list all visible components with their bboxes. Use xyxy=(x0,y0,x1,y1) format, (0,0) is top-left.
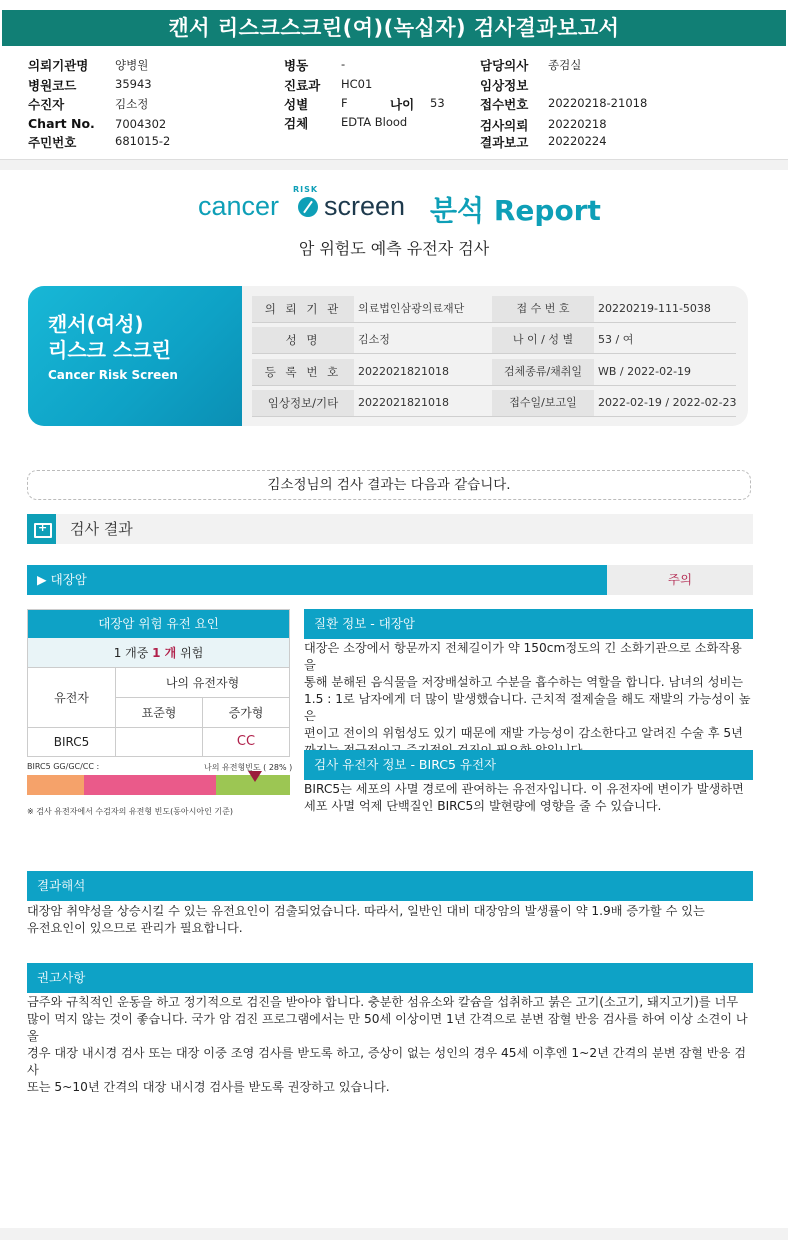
genotype-frequency-bar xyxy=(27,775,290,795)
table-header: 대장암 위험 유전 요인 xyxy=(28,610,289,638)
card-row xyxy=(252,327,736,354)
card-row xyxy=(252,296,736,323)
row-key: 접수일/보고일 xyxy=(492,390,594,416)
row-key: 성 명 xyxy=(252,327,354,353)
text-line: 유전요인이 있으므로 관리가 필요합니다. xyxy=(27,921,243,935)
meta-label: 나이 xyxy=(390,97,415,112)
meta-value: HC01 xyxy=(341,77,373,91)
text-line: 또는 5~10년 간격의 대장 내시경 검사를 받도록 권장하고 있습니다. xyxy=(27,1080,390,1094)
text-line: 1.5 : 1로 남자에게 더 많이 발생했습니다. 근치적 절제술을 해도 재발의 가능성이 높은 xyxy=(304,692,751,723)
text-line: 경우 대장 내시경 검사 또는 대장 이중 조영 검사를 받도록 하고, 증상이 없는 성인의 경우 45세 이후엔 1~2년 간격의 분변 잠혈 반응 검사 xyxy=(27,1046,746,1077)
text-line: 금주와 규칙적인 운동을 하고 정기적으로 검진을 받아야 합니다. 충분한 섬유소와 칼슘을 섭취하고 붉은 고기(소고기, 돼지고기)를 너무 xyxy=(27,995,739,1009)
risk-summary xyxy=(28,638,289,668)
scale-my-frequency: 나의 유전형빈도 ( 28% ) xyxy=(204,763,293,772)
advice-body xyxy=(27,994,753,1096)
gene-info-header: 검사 유전자 정보 - BIRC5 유전자 xyxy=(304,750,753,780)
meta-value: 7004302 xyxy=(115,117,167,131)
text-line: BIRC5는 세포의 사멸 경로에 관여하는 유전자입니다. 이 유전자에 변이가 발생하면 xyxy=(304,782,744,796)
meta-value: 35943 xyxy=(115,77,152,91)
row-value: 김소정 xyxy=(358,333,390,346)
gene-name: BIRC5 xyxy=(28,728,116,756)
text-line: 많이 먹지 않는 것이 좋습니다. 국가 암 검진 프로그램에서는 만 50세 이상이면 1년 간격으로 분변 잠혈 반응 검사를 하여 이상 소견이 나올 xyxy=(27,1012,748,1043)
meta-label: 검체 xyxy=(284,116,309,131)
meta-label: 주민번호 xyxy=(28,135,77,150)
meta-value: 681015-2 xyxy=(115,134,171,148)
column-header: 나의 유전자형 xyxy=(116,668,289,698)
card-banner xyxy=(28,286,242,426)
row-value: WB / 2022-02-19 xyxy=(598,365,692,378)
text-line: 편이고 전이의 위험성도 있기 때문에 재발 가능성이 감소한다고 알려진 수술 후 5년 xyxy=(304,726,743,740)
meta-label: 결과보고 xyxy=(480,135,529,150)
footnote: ※ 검사 유전자에서 수검자의 유전형 빈도(동아시아인 기준) xyxy=(27,807,233,816)
card-row xyxy=(252,359,736,386)
logo-risk-text: RISK xyxy=(293,185,319,194)
column-header: 증가형 xyxy=(203,698,289,728)
status-badge: 주의 xyxy=(607,565,753,595)
genotype-standard xyxy=(116,728,203,756)
column-header: 유전자 xyxy=(28,668,116,728)
section-title: 검사 결과 xyxy=(70,520,133,538)
meta-value: EDTA Blood xyxy=(341,115,408,129)
interpretation-body xyxy=(27,903,753,937)
test-info-card xyxy=(28,286,748,426)
row-key: 검체종류/채취일 xyxy=(492,359,594,385)
row-value: 20220219-111-5038 xyxy=(598,302,711,315)
column-header: 표준형 xyxy=(116,698,203,728)
summary-text: 1 개중 xyxy=(113,646,153,660)
meta-value: 53 xyxy=(430,96,445,110)
scale-label: BIRC5 GG/GC/CC : xyxy=(27,762,100,771)
meta-label: 병원코드 xyxy=(28,78,77,93)
summary-text: 위험 xyxy=(176,646,204,660)
text-line: 대장암 취약성을 상승시킬 수 있는 유전요인이 검출되었습니다. 따라서, 일반인 대비 대장암의 발생률이 약 1.9배 증가할 수 있는 xyxy=(27,904,705,918)
text-line: 통해 분해된 음식물을 저장배설하고 수분을 흡수하는 역할을 합니다. 남녀의 성비는 xyxy=(304,675,744,689)
meta-value: 20220218 xyxy=(548,117,607,131)
meta-label: 성별 xyxy=(284,97,309,112)
meta-label: 담당의사 xyxy=(480,58,529,73)
meta-label: Chart No. xyxy=(28,116,95,131)
summary-highlight: 1 개 xyxy=(152,646,177,660)
logo-cancer-text: cancer xyxy=(198,191,280,221)
meta-value: 20220218-21018 xyxy=(548,96,648,110)
meta-value: - xyxy=(341,57,346,71)
row-value: 2022021821018 xyxy=(358,365,449,378)
text-line: 세포 사멸 억제 단백질인 BIRC5의 발현량에 영향을 줄 수 있습니다. xyxy=(304,799,662,813)
meta-value: 양병원 xyxy=(115,58,149,72)
logo-report-text: 분석 Report xyxy=(430,194,601,227)
patient-meta xyxy=(0,48,788,160)
meta-label: 진료과 xyxy=(284,78,321,93)
row-value: 53 / 여 xyxy=(598,333,634,346)
logo-screen-text: screen xyxy=(324,191,406,221)
interpretation-header: 결과해석 xyxy=(27,871,753,901)
meta-value: 종검실 xyxy=(548,58,582,72)
row-key: 등 록 번 호 xyxy=(252,359,354,385)
position-marker-icon xyxy=(248,771,262,782)
result-bar xyxy=(27,565,753,595)
gene-info-body xyxy=(304,781,753,815)
divider xyxy=(0,160,788,170)
advice-header: 권고사항 xyxy=(27,963,753,993)
meta-label: 접수번호 xyxy=(480,97,529,112)
row-value: 의료법인삼광의료재단 xyxy=(358,302,465,315)
report-title: 캔서 리스크스크린(여)(녹십자) 검사결과보고서 xyxy=(2,10,786,46)
card-title: 캔서(여성) xyxy=(48,312,144,336)
card-subtitle: Cancer Risk Screen xyxy=(48,368,178,382)
meta-label: 의뢰기관명 xyxy=(28,58,89,73)
meta-label: 임상정보 xyxy=(480,78,529,93)
meta-label: 병동 xyxy=(284,58,309,73)
card-title: 리스크 스크린 xyxy=(48,338,171,362)
meta-value: 김소정 xyxy=(115,97,149,111)
result-label: ▶ 대장암 xyxy=(27,565,607,595)
page-footer-band xyxy=(0,1228,788,1240)
section-header xyxy=(27,514,753,544)
frequency-segment xyxy=(27,775,84,795)
row-key: 의 뢰 기 관 xyxy=(252,296,354,322)
text-line: 대장은 소장에서 항문까지 전체길이가 약 150cm정도의 긴 소화기관으로 소화작용을 xyxy=(304,641,742,672)
compass-icon xyxy=(298,197,318,217)
row-key: 나 이 / 성 별 xyxy=(492,327,594,353)
meta-label: 검사의뢰 xyxy=(480,118,529,133)
meta-value: 20220224 xyxy=(548,134,607,148)
genotype-increased: CC xyxy=(236,734,256,749)
medical-kit-icon xyxy=(27,514,56,544)
row-value: 2022-02-19 / 2022-02-23 xyxy=(598,396,737,409)
card-row xyxy=(252,390,736,417)
brand-logo xyxy=(0,185,788,235)
greeting-message: 김소정님의 검사 결과는 다음과 같습니다. xyxy=(27,470,751,500)
disease-info-header: 질환 정보 - 대장암 xyxy=(304,609,753,639)
page-subtitle: 암 위험도 예측 유전자 검사 xyxy=(298,239,490,258)
frequency-segment xyxy=(84,775,216,795)
gene-risk-table xyxy=(27,609,290,757)
row-value: 2022021821018 xyxy=(358,396,449,409)
meta-value: F xyxy=(341,96,348,110)
meta-label: 수진자 xyxy=(28,97,65,112)
disease-info-body xyxy=(304,640,753,759)
row-key: 접 수 번 호 xyxy=(492,296,594,322)
row-key: 임상정보/기타 xyxy=(252,390,354,416)
